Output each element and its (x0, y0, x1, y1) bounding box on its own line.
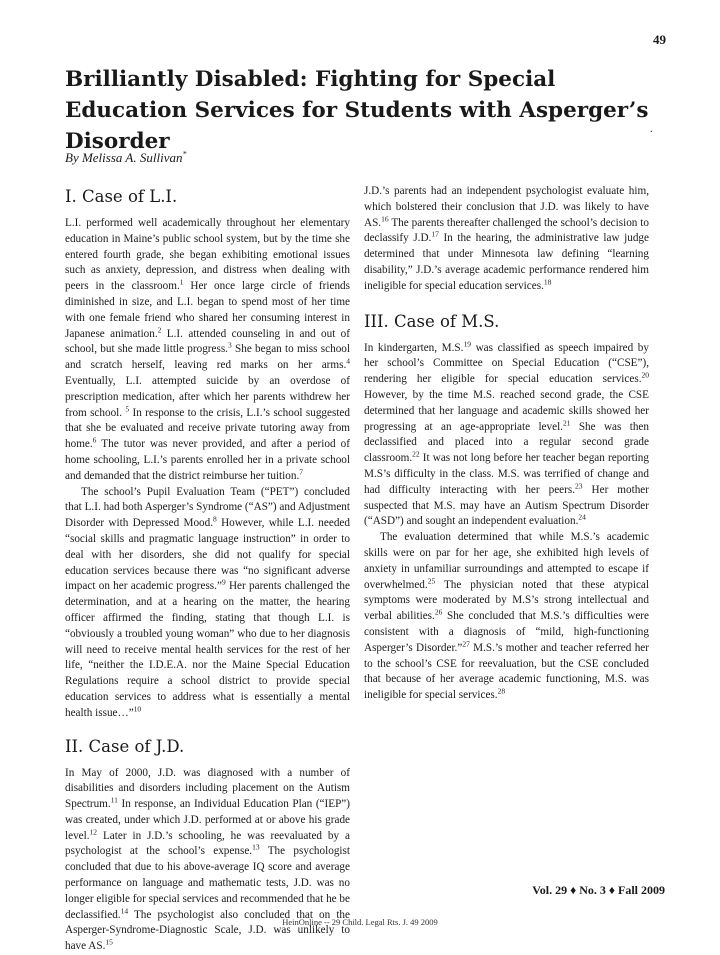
text-run: The psychologist concluded that due to his above-average IQ score and average performance on language and mathematic tests, J.D. was no longer eligible for special services and recommended that he be declassified. (65, 845, 350, 920)
text-run: was classified as speech impaired by her school’s Committee on Special Education (“CSE”), rendering her eligible for special education services. (364, 342, 649, 386)
text-run: It was not long before her teacher began reporting M.S’s difficulty in the class. M.S. was terrified of change and had difficulty interacting with her peers. (364, 452, 649, 496)
page-number: 49 (653, 32, 666, 48)
text-run: Her once large circle of friends diminished in size, and L.I. began to spend most of her time with one female friend who shared her consuming interest in Japanese animation. (65, 280, 350, 339)
text-run: Her parents challenged the determination, and at a hearing on the matter, the hearing officer affirmed the finding, stating that though L.I. is “obviously a troubled young woman” who due to her diagnosis will need to receive mental health services for the rest of her life, “neither the I.D.E.A. nor the Maine Special Education Regulations require a school district to provide special education services to address what is essentially a mental health issue…” (65, 580, 350, 718)
footnote-marker: 17 (431, 230, 439, 239)
footnote-marker: 12 (90, 827, 98, 836)
text-run: The evaluation determined that while M.S.’s academic skills were on par for her age, she exhibited high levels of anxiety in unfamiliar surroundings and attempted to escape if overwhelmed. (364, 531, 649, 590)
right-column (364, 184, 649, 704)
text-run: The parents thereafter challenged the school’s decision to declassify J.D. (364, 217, 649, 245)
footnote-marker: 9 (222, 578, 226, 587)
paragraph-continued (364, 184, 649, 295)
text-run: In kindergarten, M.S. (364, 342, 463, 354)
footnote-marker: 21 (563, 418, 571, 427)
text-run: L.I. performed well academically throughout her elementary education in Maine’s public school system, but by the time she entered fourth grade, she began exhibiting emotional issues such as anxiety, depression, and distress when dealing with peers in the classroom. (65, 217, 350, 292)
footnote-marker: 8 (213, 514, 217, 523)
paragraph (364, 530, 649, 704)
footnote-marker: 18 (544, 277, 552, 286)
footnote-marker: 19 (463, 339, 471, 348)
footnote-marker: 2 (158, 325, 162, 334)
title-mark: . (650, 124, 653, 135)
footnote-marker: 26 (435, 607, 443, 616)
footnote-marker: 28 (498, 686, 506, 695)
footnote-marker: 10 (134, 704, 142, 713)
author-footnote-marker: * (182, 150, 186, 159)
text-run: She began to miss school and scratch herself, leaving red marks on her arms. (65, 343, 350, 371)
article-title: Brilliantly Disabled: Fighting for Special Education Services for Students with Asperger’s Disorder (65, 64, 665, 157)
text-run: Eventually, L.I. attempted suicide by an overdose of prescription medication, after which her parents withdrew her from school. (65, 375, 350, 419)
footnote-marker: 13 (252, 843, 260, 852)
text-run: The psychologist also concluded that on the Asperger-Syndrome-Diagnostic Scale, J.D. was unlikely to have AS. (65, 909, 350, 953)
footnote-marker: 4 (346, 356, 350, 365)
source-line: HeinOnline -- 29 Child. Legal Rts. J. 49 2009 (0, 917, 720, 927)
text-run: The physician noted that these atypical symptoms were moderated by M.S’s strong intellectual and verbal abilities. (364, 579, 649, 623)
author-byline (65, 150, 186, 166)
footnote-marker: 24 (578, 513, 586, 522)
text-run: Her mother suspected that M.S. may have an Autism Spectrum Disorder (“ASD”) and sought an independent evaluation. (364, 484, 649, 528)
footnote-marker: 1 (180, 277, 184, 286)
section-case-ms (364, 311, 649, 704)
footnote-marker: 20 (642, 370, 650, 379)
paragraph (364, 341, 649, 531)
section-heading: III. Case of M.S. (364, 311, 649, 333)
journal-volume: Vol. 29 ♦ No. 3 ♦ Fall 2009 (532, 883, 665, 898)
section-heading: II. Case of J.D. (65, 736, 350, 758)
footnote-marker: 27 (462, 639, 470, 648)
footnote-marker: 3 (228, 341, 232, 350)
footnote-marker: 15 (105, 938, 113, 947)
footnote-marker: 23 (575, 481, 583, 490)
text-run: L.I. attended counseling in and out of school, but she made little progress. (65, 328, 350, 356)
text-run: In the hearing, the administrative law judge determined that under Minnesota law defining “learning disability,” J.D.’s average academic performance rendered him ineligible for special education services. (364, 232, 649, 291)
footnote-marker: 6 (93, 435, 97, 444)
footnote-marker: 16 (381, 214, 389, 223)
footnote-marker: 22 (412, 449, 420, 458)
text-run: In May of 2000, J.D. was diagnosed with a number of disabilities and disorders including placement on the Autism Spectrum. (65, 767, 350, 811)
text-run: J.D.’s parents had an independent psychologist evaluate him, which bolstered their conclusion that J.D. was likely to have AS. (364, 185, 649, 229)
text-run: However, by the time M.S. reached second grade, the CSE determined that her language and academic skills showed her progressing at an age-appropriate level. (364, 389, 649, 433)
paragraph (65, 485, 350, 722)
footnote-marker: 25 (428, 576, 436, 585)
section-heading: I. Case of L.I. (65, 186, 350, 208)
text-run: She was then declassified and placed into a regular second grade classroom. (364, 421, 649, 465)
text-run: The school’s Pupil Evaluation Team (“PET”) concluded that L.I. had both Asperger’s Syndrome (“AS”) and Adjustment Disorder with Depressed Mood. (65, 486, 350, 530)
footnote-marker: 14 (121, 906, 129, 915)
text-run: The tutor was never provided, and after a period of home schooling, L.I.’s parents enrolled her in a private school and demanded that the district reimburse her tuition. (65, 438, 350, 482)
text-run: She concluded that M.S.’s difficulties were consistent with a diagnosis of “mild, high-functioning Asperger’s Disorder.” (364, 610, 649, 654)
section-case-li (65, 186, 350, 722)
author-name: By Melissa A. Sullivan (65, 150, 182, 165)
text-run: M.S.’s mother and teacher referred her to the school’s CSE for reevaluation, but the CSE concluded that because of her average academic functioning, M.S. was ineligible for special services. (364, 642, 649, 701)
footnote-marker: 11 (111, 795, 118, 804)
text-run: In response, an Individual Education Plan (“IEP”) was created, under which J.D. performed at or above his grade level. (65, 798, 350, 842)
footnote-marker: 7 (299, 467, 303, 476)
paragraph (65, 216, 350, 485)
text-run: Later in J.D.’s schooling, he was reevaluated by a psychologist at the school’s expense. (65, 830, 350, 858)
text-run: In response to the crisis, L.I.’s school suggested that she be evaluated and receive private tutoring away from home. (65, 407, 350, 451)
text-run: However, while L.I. needed “social skills and pragmatic language instruction” in order to deal with her disorders, she did not qualify for special education services because there was “no significant adverse impact on her academic progress.” (65, 517, 350, 592)
left-column (65, 186, 350, 955)
footnote-marker: 5 (125, 404, 129, 413)
